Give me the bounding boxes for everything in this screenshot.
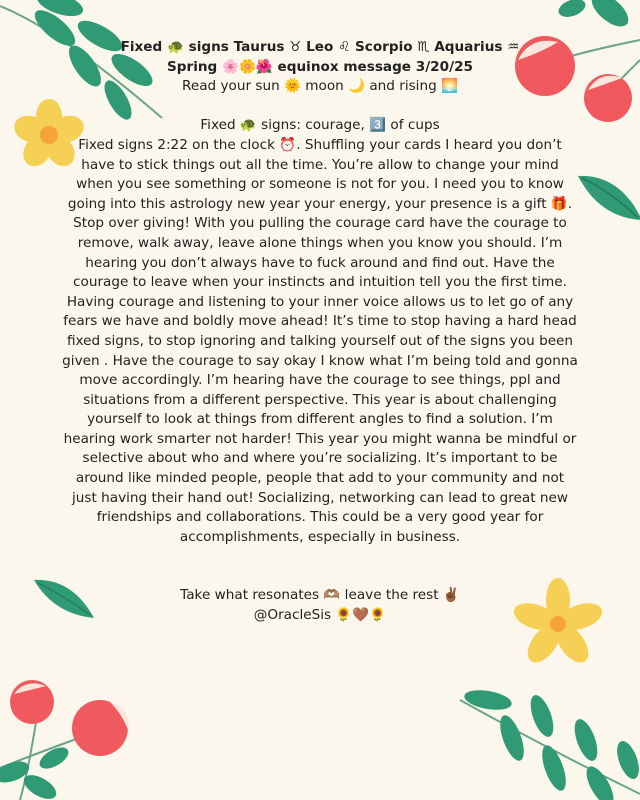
closing-line: Take what resonates 🫶🏽 leave the rest ✌🏾 (180, 587, 460, 604)
leaf-branch-bottom-right (450, 690, 640, 800)
title-line-2: Spring 🌸🌼🌺 equinox message 3/20/25 (167, 58, 473, 75)
leaf-right (574, 168, 640, 238)
subtitle: Read your sun 🌞 moon 🌙 and rising 🌅 (182, 78, 458, 95)
title-line-1: Fixed 🐢 signs Taurus ♉ Leo ♌ Scorpio ♏ Aquarius ♒ (120, 39, 520, 55)
author-handle: @OracleSis 🌻🤎🌻 (253, 607, 387, 624)
section-heading: Fixed 🐢 signs: courage, 3️⃣ of cups (200, 117, 440, 134)
flower-branch-bottom-left (0, 672, 150, 800)
message-body: Fixed signs 2:22 on the clock ⏰. Shuffling your cards I heard you don’t have to stick things out all the time. You’re allow to change your mind when you see something or someone is not for you. I need you to know going into this astrology new year your energy, your presence is a gift 🎁. Stop over giving! With you pulling the courage card have the courage to remove, walk away, leave alone things when you know you should. I’m hearing you don’t always have to fuck around and find out. Have the courage to leave when your instincts and intuition tell you the first time. Having courage and listening to your inner voice allows us to let go of any fears we have and boldly move ahead! It’s time to stop having a hard head fixed signs, to stop ignoring and talking yourself out of the signs you been given . Have the courage to say okay I know what I’m being told and gonna move accordingly. I’m hearing have the courage to see things, ppl and situations from a different perspective. This year is about challenging yourself to look at things from different angles to find a solution. I’m hearing work smarter not harder! This year you might wanna be mindful or selective about who and where you’re socializing. It’s important to be around like minded people, people that add to your community and not just having their hand out! Socializing, networking can lead to great new friendships and collaborations. This could be a very good year for accomplishments, especially in business. (62, 136, 578, 545)
message-content (62, 38, 578, 626)
